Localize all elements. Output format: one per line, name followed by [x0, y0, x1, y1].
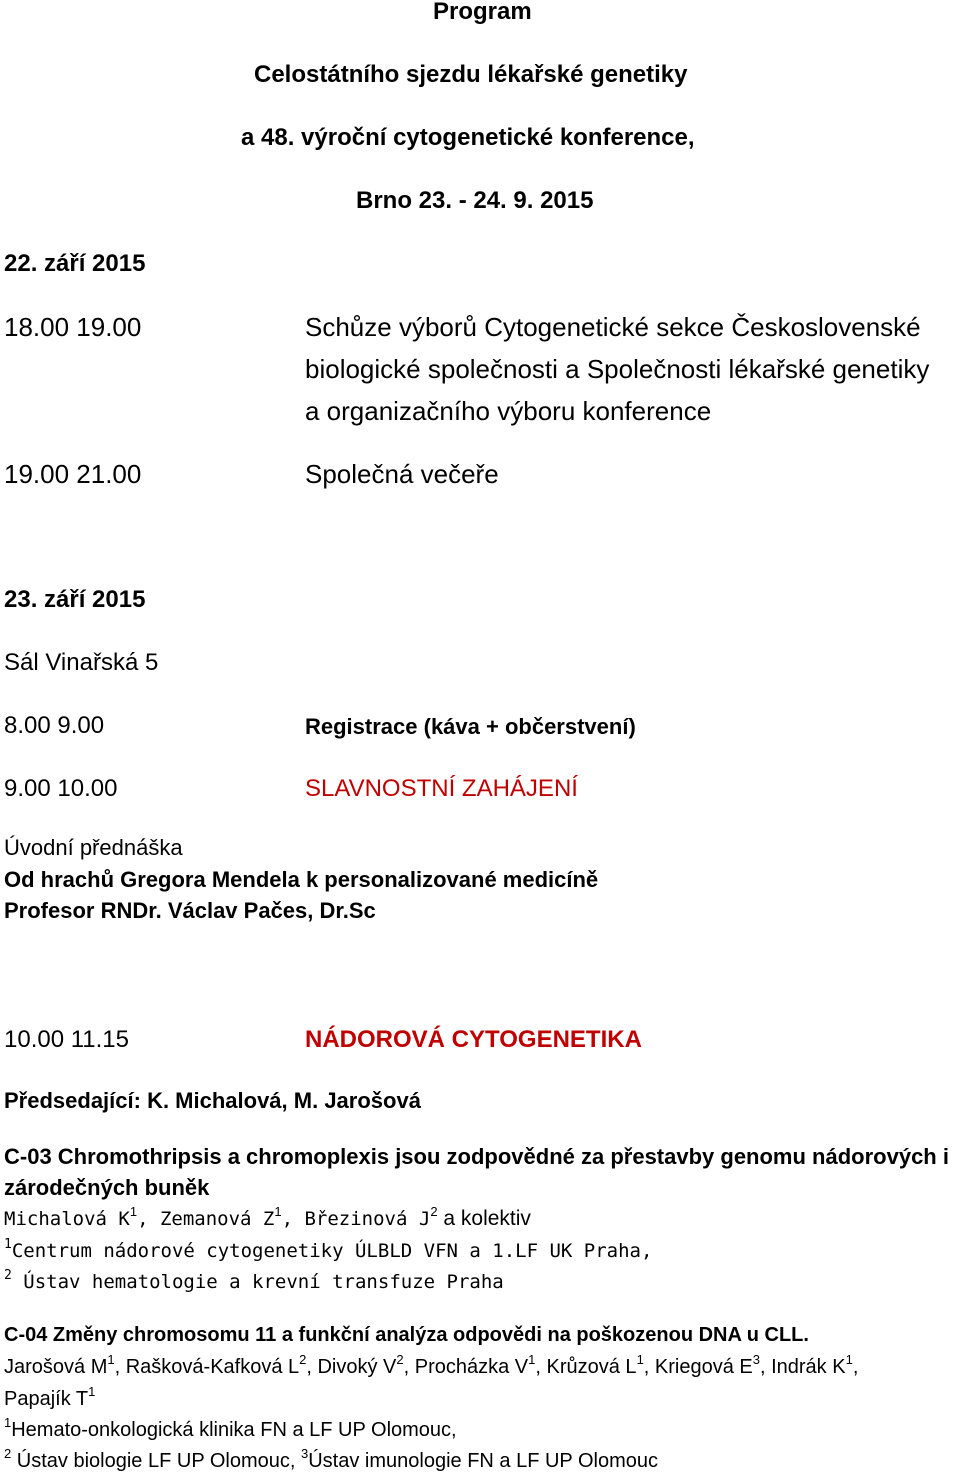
c04-author-2: , Rašková-Kafková L	[114, 1356, 300, 1378]
c04-author-6: , Kriegová E	[643, 1356, 753, 1378]
session-title: NÁDOROVÁ CYTOGENETIKA	[305, 1026, 642, 1053]
c04-aff1-mark: 1	[4, 1415, 12, 1430]
c03-title-line2: zárodečných buněk	[4, 1175, 210, 1200]
day1-date: 22. září 2015	[4, 250, 146, 277]
c03-author-1: Michalová K	[4, 1208, 130, 1230]
session-time: 10.00 11.15	[4, 1026, 130, 1053]
c03-affiliation-1	[4, 1239, 652, 1263]
lecture-title: Od hrachů Gregora Mendela k personalizované medicíně	[4, 867, 599, 892]
c04-aff1-text: Hemato-onkologická klinika FN a LF UP Olomouc,	[11, 1419, 457, 1441]
c03-aff2-text: Ústav hematologie a krevní transfuze Praha	[11, 1271, 504, 1293]
c03-author-2-aff: 1	[274, 1204, 282, 1219]
c04-author-8-aff: 1	[88, 1384, 96, 1399]
c04-author-3: , Divoký V	[306, 1356, 397, 1378]
c04-author-5-aff: 1	[636, 1352, 644, 1367]
c03-aff1-mark: 1	[4, 1237, 12, 1252]
day2-room: Sál Vinařská 5	[4, 649, 159, 676]
c03-title-line1: C-03 Chromothripsis a chromoplexis jsou zodpovědné za přestavby genomu nádorových i	[4, 1144, 949, 1169]
day2-date: 23. září 2015	[4, 586, 146, 613]
c03-affiliation-2	[4, 1270, 504, 1294]
c04-aff3-text: Ústav imunologie FN a LF UP Olomouc	[308, 1450, 658, 1472]
lecture-label: Úvodní přednáška	[4, 835, 183, 860]
day1-item2-text: Společná večeře	[305, 459, 499, 489]
day1-item1-text-line3: a organizačního výboru konference	[305, 396, 712, 426]
c04-author-3-aff: 2	[396, 1352, 404, 1367]
c03-author-3-aff: 2	[430, 1204, 438, 1219]
c04-title: C-04 Změny chromosomu 11 a funkční analýza odpovědi na poškozenou DNA u CLL.	[4, 1324, 809, 1346]
c04-aff2-mark: 2	[4, 1446, 12, 1461]
congress-name: Celostátního sjezdu lékařské genetiky	[254, 61, 688, 88]
venue-date: Brno 23. - 24. 9. 2015	[356, 187, 594, 214]
c04-affiliation-2	[4, 1446, 658, 1473]
c04-author-1: Jarošová M	[4, 1356, 108, 1378]
program-title: Program	[433, 0, 532, 25]
c04-author-4: , Procházka V	[403, 1356, 529, 1378]
c04-author-4-aff: 1	[528, 1352, 536, 1367]
lecture-speaker: Profesor RNDr. Václav Pačes, Dr.Sc	[4, 898, 376, 923]
conference-name: a 48. výroční cytogenetické konference,	[241, 124, 695, 151]
c03-aff1-text: Centrum nádorové cytogenetiky ÚLBLD VFN a 1.LF UK Praha,	[11, 1240, 653, 1262]
day1-item1-text-line2: biologické společnosti a Společnosti lékařské genetiky	[305, 354, 930, 384]
c04-author-5: , Krůzová L	[535, 1356, 637, 1378]
c04-author-7: , Indrák K	[759, 1356, 846, 1378]
opening-time: 9.00 10.00	[4, 775, 118, 802]
c04-author-7-comma: ,	[852, 1356, 859, 1378]
day1-item1-time: 18.00 19.00	[4, 312, 142, 342]
c04-authors-line2	[4, 1384, 96, 1411]
c04-author-2-aff: 2	[299, 1352, 307, 1367]
c04-authors-line1	[4, 1352, 859, 1379]
session-chairs: Předsedající: K. Michalová, M. Jarošová	[4, 1088, 421, 1113]
day1-item1-text-line1: Schůze výborů Cytogenetické sekce Československé	[305, 312, 921, 342]
c04-author-7-aff: 1	[845, 1352, 853, 1367]
c03-author-1-aff: 1	[129, 1204, 138, 1219]
opening-text: SLAVNOSTNÍ ZAHÁJENÍ	[305, 775, 578, 802]
c04-author-8: Papajík T	[4, 1388, 89, 1410]
c03-authors-tail: a kolektiv	[437, 1207, 531, 1230]
c04-author-1-aff: 1	[107, 1352, 115, 1367]
registration-text: Registrace (káva + občerstvení)	[305, 714, 636, 739]
c03-aff2-mark: 2	[4, 1268, 12, 1283]
c03-author-3: , Březinová J	[281, 1208, 431, 1230]
c04-affiliation-1	[4, 1415, 457, 1442]
c04-aff3-mark: 3	[301, 1446, 309, 1461]
registration-time: 8.00 9.00	[4, 712, 105, 739]
c03-authors	[4, 1204, 531, 1232]
day1-item2-time: 19.00 21.00	[4, 459, 142, 489]
c04-aff2-text: Ústav biologie LF UP Olomouc,	[11, 1450, 301, 1472]
c04-author-6-aff: 3	[752, 1352, 760, 1367]
c03-author-2: , Zemanová Z	[137, 1208, 275, 1230]
